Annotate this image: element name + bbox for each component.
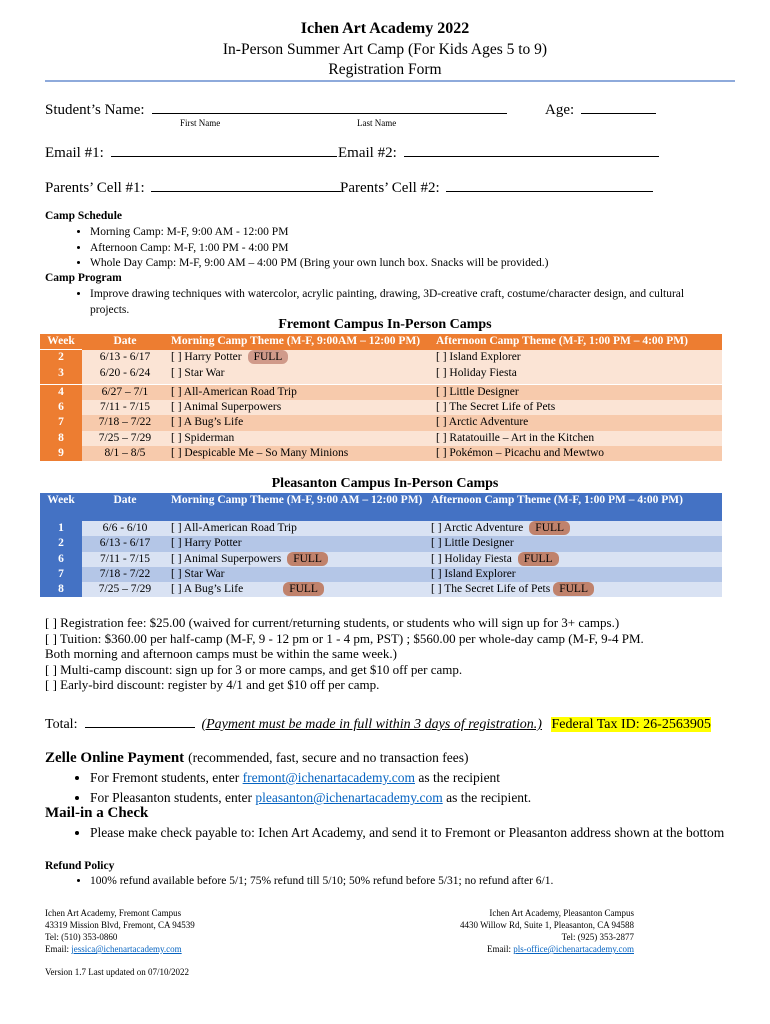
table-row — [40, 431, 722, 446]
week-cell: 4 — [40, 384, 82, 400]
zelle-heading-row — [45, 749, 469, 767]
first-name-caption: First Name — [180, 118, 221, 128]
table-row — [40, 350, 722, 366]
pleasanton-header-morning: Morning Camp Theme (M-F, 9:00 AM – 12:00 PM) — [168, 493, 428, 521]
program-heading: Camp Program — [45, 272, 122, 284]
zelle-fremont-post: as the recipient — [418, 770, 501, 785]
date-cell: 7/25 – 7/29 — [82, 582, 168, 597]
footer-fremont — [45, 907, 195, 955]
date-cell: 6/13 - 6/17 — [82, 350, 168, 366]
multi-camp-discount[interactable]: [ ] Multi-camp discount: sign up for 3 or more camps, and get $10 off per camp. — [45, 661, 463, 677]
student-name-row — [45, 100, 507, 119]
table-row — [40, 400, 722, 415]
week-cell: 3 — [40, 366, 82, 385]
age-input[interactable] — [581, 100, 656, 114]
table-row — [40, 536, 722, 551]
tuition[interactable]: [ ] Tuition: $360.00 per half-camp (M-F, 9 - 12 pm or 1 - 4 pm, PST) ; $560.00 per whole-day camp (M-F, 9-4 PM. — [45, 630, 644, 646]
date-cell: 6/27 – 7/1 — [82, 384, 168, 400]
week-cell: 1 — [40, 521, 82, 536]
refund-heading: Refund Policy — [45, 860, 115, 872]
schedule-heading: Camp Schedule — [45, 210, 122, 222]
pleasanton-header-afternoon: Afternoon Camp Theme (M-F, 1:00 PM – 4:00 PM) — [428, 493, 722, 521]
week-cell: 9 — [40, 446, 82, 461]
morning-cell[interactable] — [168, 582, 428, 597]
morning-cell[interactable]: [ ] Harry Potter — [168, 536, 428, 551]
pleasanton-email-label: Email: — [487, 944, 512, 954]
morning-cell[interactable]: [ ] All-American Road Trip — [168, 521, 428, 536]
week-cell: 7 — [40, 567, 82, 582]
cell1-label: Parents’ Cell #1: — [45, 180, 145, 196]
fremont-campus-name: Ichen Art Academy, Fremont Campus — [45, 908, 182, 918]
afternoon-cell[interactable]: [ ] The Secret Life of Pets — [433, 400, 722, 415]
fees-block — [45, 615, 745, 693]
afternoon-cell[interactable]: [ ] Ratatouille – Art in the Kitchen — [433, 431, 722, 446]
pleasanton-header-date: Date — [82, 493, 168, 521]
registration-fee[interactable]: [ ] Registration fee: $25.00 (waived for current/returning students, or students who will sign up for 3+ camps.) — [45, 615, 620, 630]
fremont-header-afternoon: Afternoon Camp Theme (M-F, 1:00 PM – 4:00 PM) — [433, 334, 722, 350]
email1-row — [45, 143, 337, 162]
page-subtitle: In-Person Summer Art Camp (For Kids Ages 5 to 9) — [222, 41, 548, 58]
afternoon-cell[interactable]: [ ] Island Explorer — [428, 567, 722, 582]
fremont-header-week: Week — [40, 334, 82, 350]
total-input[interactable] — [85, 714, 195, 728]
morning-cell[interactable]: [ ] Star War — [168, 567, 428, 582]
program-item: • Improve drawing techniques with watercolor, acrylic painting, drawing, 3D-creative craft, costume/character design, and cultural projects. — [90, 287, 725, 318]
zelle-fremont-text: For Fremont students, enter — [90, 770, 240, 785]
footer-pleasanton — [400, 907, 634, 955]
total-label: Total: — [45, 717, 78, 732]
table-row — [40, 582, 722, 597]
pleasanton-tel: Tel: (925) 353-2877 — [561, 932, 634, 942]
week-cell: 7 — [40, 415, 82, 430]
afternoon-cell[interactable]: [ ] Holiday Fiesta — [433, 366, 722, 385]
cell2-input[interactable] — [446, 178, 653, 192]
date-cell: 6/6 - 6/10 — [82, 521, 168, 536]
early-bird-discount[interactable]: [ ] Early-bird discount: register by 4/1 and get $10 off per camp. — [45, 677, 380, 692]
morning-cell[interactable]: [ ] Star War — [168, 366, 433, 385]
zelle-pleasanton-post: as the recipient. — [446, 790, 532, 805]
afternoon-cell[interactable]: [ ] Pokémon – Picachu and Mewtwo — [433, 446, 722, 461]
afternoon-theme: [ ] The Secret Life of Pets — [431, 583, 551, 596]
schedule-item-morning: • Morning Camp: M-F, 9:00 AM - 12:00 PM — [90, 225, 725, 241]
email1-label: Email #1: — [45, 145, 104, 161]
zelle-heading: Zelle Online Payment — [45, 750, 185, 766]
total-row — [45, 714, 711, 733]
page-title: Ichen Art Academy 2022 — [300, 20, 470, 37]
tuition-note: Both morning and afternoon camps must be within the same week.) — [45, 646, 398, 661]
header-divider — [45, 80, 735, 82]
morning-cell[interactable]: [ ] Animal Superpowers — [168, 400, 433, 415]
morning-cell[interactable]: [ ] Spiderman — [168, 431, 433, 446]
afternoon-cell[interactable]: [ ] Island Explorer — [433, 350, 722, 366]
mail-heading: Mail-in a Check — [45, 805, 149, 821]
full-badge: FULL — [553, 582, 594, 596]
afternoon-cell[interactable] — [428, 521, 722, 536]
date-cell: 6/13 - 6/17 — [82, 536, 168, 551]
zelle-fremont — [90, 768, 735, 788]
zelle-note: (recommended, fast, secure and no transaction fees) — [188, 750, 469, 765]
week-cell: 2 — [40, 350, 82, 366]
fremont-email-row — [45, 943, 195, 955]
fremont-title: Fremont Campus In-Person Camps — [278, 317, 492, 332]
mail-item: • Please make check payable to: Ichen Art Academy, and send it to Fremont or Pleasanton address shown at the bottom — [90, 824, 735, 842]
schedule-item-wholeday: • Whole Day Camp: M-F, 9:00 AM – 4:00 PM (Bring your own lunch box. Snacks will be provided.) — [90, 256, 725, 272]
fremont-tel: Tel: (510) 353-0860 — [45, 932, 118, 942]
date-cell: 8/1 – 8/5 — [82, 446, 168, 461]
mail-list — [45, 824, 735, 842]
email2-row — [338, 143, 659, 162]
email2-label: Email #2: — [338, 145, 397, 161]
pleasanton-table — [40, 493, 722, 597]
pleasanton-title: Pleasanton Campus In-Person Camps — [271, 476, 499, 491]
fremont-footer-email[interactable]: jessica@ichenartacademy.com — [71, 944, 182, 954]
tax-id: Federal Tax ID: 26-2563905 — [551, 717, 711, 732]
zelle-pleasanton-text: For Pleasanton students, enter — [90, 790, 252, 805]
schedule-list — [45, 225, 725, 272]
schedule-item-afternoon: • Afternoon Camp: M-F, 1:00 PM - 4:00 PM — [90, 241, 725, 257]
morning-cell[interactable] — [168, 552, 428, 567]
morning-cell[interactable]: [ ] Despicable Me – So Many Minions — [168, 446, 433, 461]
cell2-label: Parents’ Cell #2: — [340, 180, 440, 196]
cell1-row — [45, 178, 341, 197]
date-cell: 7/25 – 7/29 — [82, 431, 168, 446]
version-note: Version 1.7 Last updated on 07/10/2022 — [45, 967, 189, 977]
afternoon-theme: [ ] Arctic Adventure — [431, 522, 524, 534]
fremont-email-label: Email: — [45, 944, 69, 954]
afternoon-cell[interactable]: [ ] Little Designer — [428, 536, 722, 551]
morning-cell[interactable]: [ ] All-American Road Trip — [168, 384, 433, 400]
student-name-label: Student’s Name: — [45, 102, 145, 118]
date-cell: 7/18 – 7/22 — [82, 415, 168, 430]
cell1-input[interactable] — [151, 178, 341, 192]
afternoon-cell[interactable] — [428, 552, 722, 567]
afternoon-theme: [ ] Holiday Fiesta — [431, 552, 512, 565]
cell2-row — [340, 178, 653, 197]
week-cell: 6 — [40, 400, 82, 415]
date-cell: 6/20 - 6/24 — [82, 366, 168, 385]
full-badge: FULL — [518, 552, 559, 566]
afternoon-cell[interactable]: [ ] Arctic Adventure — [433, 415, 722, 430]
morning-cell[interactable] — [168, 350, 433, 366]
table-row — [40, 567, 722, 582]
age-label: Age: — [545, 102, 575, 118]
email2-input[interactable] — [404, 143, 659, 157]
date-cell: 7/11 - 7/15 — [82, 552, 168, 567]
student-name-input[interactable] — [152, 100, 507, 114]
zelle-list — [45, 768, 735, 808]
pleasanton-footer-email[interactable]: pls-office@ichenartacademy.com — [513, 944, 634, 954]
form-title: Registration Form — [328, 61, 442, 78]
table-row — [40, 521, 722, 536]
pleasanton-email-row — [400, 943, 634, 955]
afternoon-cell[interactable]: [ ] Little Designer — [433, 384, 722, 400]
fremont-email-link[interactable]: fremont@ichenartacademy.com — [242, 770, 415, 785]
morning-theme: [ ] Harry Potter — [171, 350, 242, 363]
fremont-header-date: Date — [82, 334, 168, 350]
refund-item: • 100% refund available before 5/1; 75% refund till 5/10; 50% refund before 5/31; no refund after 6/1. — [90, 875, 725, 887]
table-row — [40, 384, 722, 400]
afternoon-cell[interactable] — [428, 582, 722, 597]
pleasanton-header-week: Week — [40, 493, 82, 521]
email1-input[interactable] — [111, 143, 337, 157]
last-name-caption: Last Name — [357, 118, 397, 128]
pleasanton-campus-name: Ichen Art Academy, Pleasanton Campus — [489, 908, 634, 918]
payment-note: (Payment must be made in full within 3 days of registration.) — [201, 717, 542, 732]
table-row — [40, 446, 722, 461]
week-cell: 8 — [40, 582, 82, 597]
pleasanton-email-link[interactable]: pleasanton@ichenartacademy.com — [255, 790, 443, 805]
pleasanton-address: 4430 Willow Rd, Suite 1, Pleasanton, CA 94588 — [460, 920, 634, 930]
date-cell: 7/18 - 7/22 — [82, 567, 168, 582]
refund-list — [45, 875, 725, 887]
morning-theme: [ ] A Bug’s Life — [171, 583, 244, 596]
week-cell: 2 — [40, 536, 82, 551]
table-row — [40, 552, 722, 567]
full-badge: FULL — [248, 350, 289, 364]
zelle-pleasanton — [90, 788, 735, 808]
morning-cell[interactable]: [ ] A Bug’s Life — [168, 415, 433, 430]
date-cell: 7/11 - 7/15 — [82, 400, 168, 415]
full-badge: FULL — [529, 521, 570, 535]
program-list — [45, 287, 725, 318]
full-badge: FULL — [287, 552, 328, 566]
week-cell: 8 — [40, 431, 82, 446]
table-row — [40, 415, 722, 430]
full-badge: FULL — [283, 582, 324, 596]
morning-theme: [ ] Animal Superpowers — [171, 552, 282, 565]
table-row — [40, 366, 722, 385]
fremont-address: 43319 Mission Blvd, Fremont, CA 94539 — [45, 920, 195, 930]
week-cell: 6 — [40, 552, 82, 567]
fremont-header-morning: Morning Camp Theme (M-F, 9:00AM – 12:00 PM) — [168, 334, 433, 350]
age-row — [545, 100, 656, 119]
fremont-table — [40, 334, 722, 461]
